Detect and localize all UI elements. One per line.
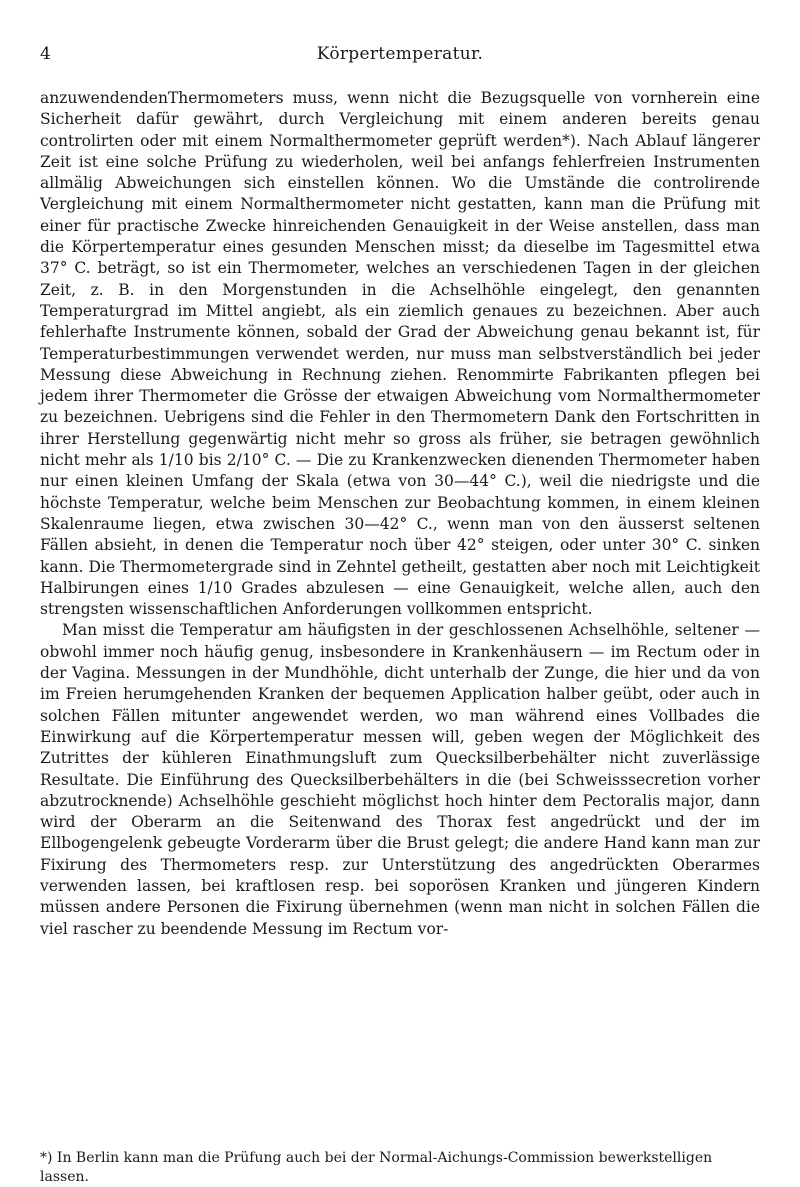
page-number: 4 [40,44,51,64]
running-title: Körpertemperatur. [316,44,484,64]
paragraph-measurement-sites: Man misst die Temperatur am häufigsten in der geschlossenen Achselhöhle, seltener — obwohl immer noch häufig genug, insbesondere in Krankenhäusern — im Rectum oder in der Vagina. Messungen in der Mundhöhle, dicht unterhalb der Zunge, die hier und da von im Freien herumgehenden Kranken der bequemen Application halber geübt, oder auch in solchen Fällen mitunter angewendet werden, wo man während eines Vollbades die Einwirkung auf die Körpertemperatur messen will, geben wegen der Möglichkeit des Zutrittes der kühleren Einathmungsluft zum Quecksilberbehälter nicht zuverlässige Resultate. Die Einführung des Quecksilberbehälters in die (bei Schweisssecretion vorher abzutrocknende) Achselhöhle geschieht möglichst hoch hinter dem Pectoralis major, dann wird der Oberarm an die Seitenwand des Thorax fest angedrückt und der im Ellbogengelenk gebeugte Vorderarm über die Brust gelegt; die andere Hand kann man zur Fixirung des Thermometers resp. zur Unterstützung des angedrückten Oberarmes verwenden lassen, bei kraftlosen resp. bei soporösen Kranken und jüngeren Kindern müssen andere Personen die Fixirung übernehmen (wenn man nicht in solchen Fällen die viel rascher zu beendende Messung im Rectum vor- [40,621,760,938]
page-header [40,44,760,68]
footnote: *) In Berlin kann man die Prüfung auch bei der Normal-Aichungs-Commission bewerkstelligen lassen. [40,1150,713,1185]
paragraph-thermometer-testing: anzuwendendenThermometers muss, wenn nicht die Bezugsquelle von vornherein eine Sicherheit dafür gewährt, durch Vergleichung mit einem anderen bereits genau controlirten oder mit einem Normalthermometer geprüft werden*). Nach Ablauf längerer Zeit ist eine solche Prüfung zu wiederholen, weil bei anfangs fehlerfreien Instrumenten allmälig Abweichungen sich einstellen können. Wo die Umstände die controlirende Vergleichung mit einem Normalthermometer nicht gestatten, kann man die Prüfung mit einer für practische Zwecke hinreichenden Genauigkeit in der Weise anstellen, dass man die Körpertemperatur eines gesunden Menschen misst; da dieselbe im Tagesmittel etwa 37° C. beträgt, so ist ein Thermometer, welches an verschiedenen Tagen in der gleichen Zeit, z. B. in den Morgenstunden in die Achselhöhle eingelegt, den genannten Temperaturgrad im Mittel angiebt, als ein ziemlich genaues zu bezeichnen. Aber auch fehlerhafte Instrumente können, sobald der Grad der Abweichung genau bekannt ist, für Temperaturbestimmungen verwendet werden, nur muss man selbstverständlich bei jeder Messung diese Abweichung in Rechnung ziehen. Renommirte Fabrikanten pflegen bei jedem ihrer Thermometer die Grösse der etwaigen Abweichung vom Normalthermometer zu bezeichnen. Uebrigens sind die Fehler in den Thermometern Dank den Fortschritten in ihrer Herstellung gegenwärtig nicht mehr so gross als früher, sie betragen gewöhnlich nicht mehr als 1/10 bis 2/10° C. — Die zu Krankenzwecken dienenden Thermometer haben nur einen kleinen Umfang der Skala (etwa von 30—44° C.), weil die niedrigste und die höchste Temperatur, welche beim Menschen zur Beobachtung kommen, in einem kleinen Skalenraume liegen, etwa zwischen 30—42° C., wenn man von den äusserst seltenen Fällen absieht, in denen die Temperatur noch über 42° steigen, oder unter 30° C. sinken kann. Die Thermometergrade sind in Zehntel getheilt, gestatten aber noch mit Leichtigkeit Halbirungen eines 1/10 Grades abzulesen — eine Genauigkeit, welche allen, auch den strengsten wissenschaftlichen Anforderungen vollkommen entspricht. [40,89,760,619]
main-text [40,88,760,940]
